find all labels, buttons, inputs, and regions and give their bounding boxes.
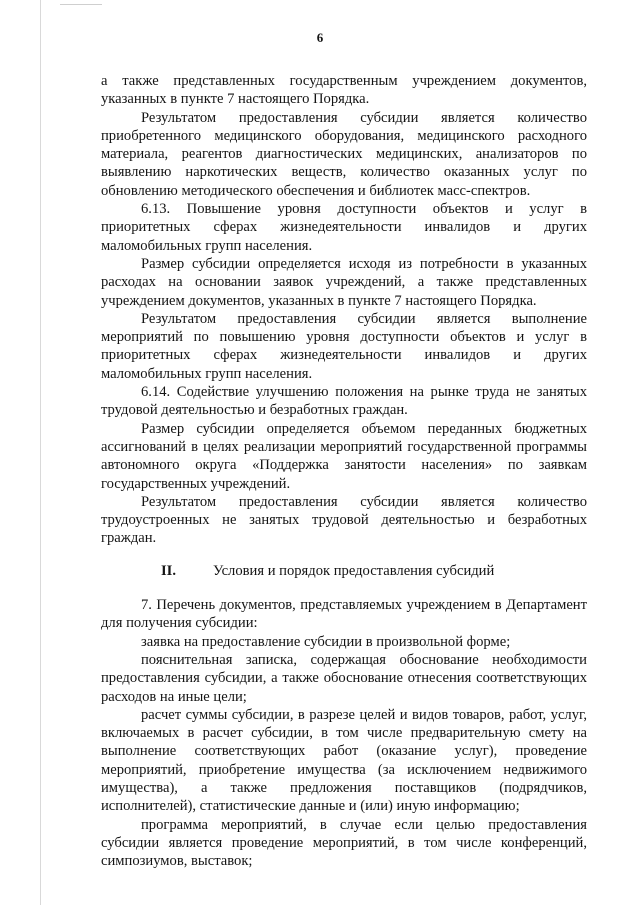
paragraph-item-6-13: 6.13. Повышение уровня доступности объектов и услуг в приоритетных сферах жизнедеятельности инвалидов и других маломобильных групп населения. [101,201,587,254]
paragraph-size-6-13: Размер субсидии определяется исходя из потребности в указанных расходах на основании заявок учреждений, а также представленных учреждением документов, указанных в пункте 7 настоящего Порядка. [101,255,587,309]
paragraph-result-medical: Результатом предоставления субсидии является количество приобретенного медицинского оборудования, медицинского расходного материала, реагентов диагностических медицинских, анализаторов по выявлению наркотических веществ, количество оказанных услуг по обновлению методического обеспечения и библиотек масс-спектров. [101,109,587,199]
list-item-application: заявка на предоставление субсидии в произвольной форме; [141,633,511,650]
paragraph-item-7: 7. Перечень документов, представляемых учреждением в Департамент для получения субсидии: [101,597,587,632]
list-item-calculation: расчет суммы субсидии, в разрезе целей и видов товаров, работ, услуг, включаемых в расчет субсидии, в том числе предварительную смету на выполнение соответствующих работ (оказание услуг), проведение мероприятий, приобретение имущества (за исключением недвижимого имущества), а также предложения поставщиков (подрядчиков, исполнителей), статистические данные и (или) иную информацию; [101,706,587,815]
paragraph-result-6-13: Результатом предоставления субсидии является выполнение мероприятий по повышению уровня доступности объектов и услуг в приоритетных сферах жизнедеятельности инвалидов и других маломобильных групп населения. [101,310,587,382]
scan-edge-line [40,0,41,905]
list-item-explanatory-note: пояснительная записка, содержащая обоснование необходимости предоставления субсидии, а также обоснование отнесения соответствующих расходов на иные цели; [101,651,587,705]
list-item-event-program: программа мероприятий, в случае если целью предоставления субсидии является проведение мероприятий, в том числе конференций, симпозиумов, выставок; [101,816,587,870]
section-heading [101,562,587,580]
paragraph-result-6-14: Результатом предоставления субсидии является количество трудоустроенных не занятых трудовой деятельностью и безработных граждан. [101,493,587,547]
paragraph-size-6-14: Размер субсидии определяется объемом переданных бюджетных ассигнований в целях реализации мероприятий государственной программы автономного округа «Поддержка занятости населения» по заявкам государственных учреждений. [101,420,587,492]
paragraph-item-6-14: 6.14. Содействие улучшению положения на рынке труда не занятых трудовой деятельностью и безработных граждан. [101,384,587,419]
paragraph-continuation: а также представленных государственным учреждением документов, указанных в пункте 7 настоящего Порядка. [101,73,587,108]
scan-edge-mark [60,4,102,5]
page-number: 6 [316,30,324,45]
document-body [101,72,587,870]
section-number: II. [161,562,177,579]
section-title: Условия и порядок предоставления субсидий [213,562,495,579]
